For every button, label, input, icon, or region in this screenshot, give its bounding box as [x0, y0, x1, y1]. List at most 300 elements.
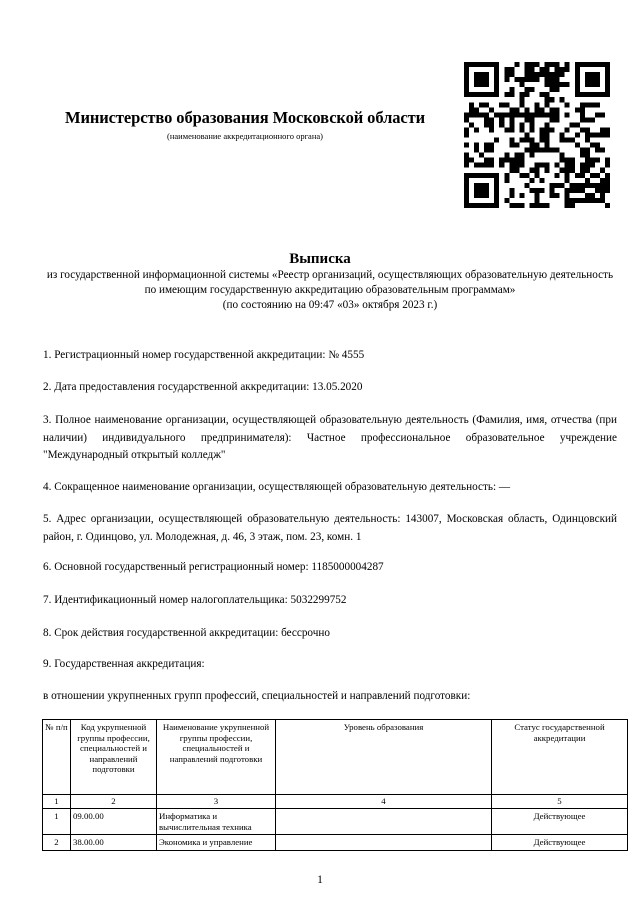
qr-module	[560, 67, 565, 72]
qr-module	[514, 163, 519, 168]
qr-module	[590, 102, 595, 107]
row-group-name: Экономика и управление	[157, 835, 276, 851]
qr-module	[464, 203, 469, 208]
header-education-level: Уровень образования	[276, 720, 492, 795]
qr-module	[605, 62, 610, 67]
qr-module	[600, 132, 605, 137]
qr-module	[484, 203, 489, 208]
qr-module	[565, 188, 570, 193]
qr-module	[509, 107, 514, 112]
qr-module	[600, 178, 605, 183]
qr-module	[565, 112, 570, 117]
qr-module	[464, 193, 469, 198]
qr-module	[464, 72, 469, 77]
qr-module	[550, 87, 555, 92]
qr-module	[494, 92, 499, 97]
qr-module	[595, 72, 600, 77]
qr-module	[590, 92, 595, 97]
qr-module	[509, 72, 514, 77]
qr-module	[570, 163, 575, 168]
qr-module	[575, 107, 580, 112]
qr-module	[469, 203, 474, 208]
qr-module	[519, 77, 524, 82]
qr-module	[590, 158, 595, 163]
qr-module	[514, 143, 519, 148]
qr-module	[529, 148, 534, 153]
qr-module	[479, 77, 484, 82]
qr-module	[494, 198, 499, 203]
qr-module	[565, 158, 570, 163]
qr-module	[570, 158, 575, 163]
qr-module	[545, 132, 550, 137]
qr-module	[469, 158, 474, 163]
qr-module	[534, 62, 539, 67]
qr-module	[504, 92, 509, 97]
qr-module	[545, 203, 550, 208]
qr-module	[464, 82, 469, 87]
qr-module	[474, 183, 479, 188]
qr-module	[514, 107, 519, 112]
row-status: Действующее	[492, 809, 628, 835]
qr-module	[464, 183, 469, 188]
qr-module	[595, 132, 600, 137]
qr-module	[514, 168, 519, 173]
qr-module	[555, 72, 560, 77]
qr-module	[474, 143, 479, 148]
qr-module	[509, 138, 514, 143]
qr-module	[590, 62, 595, 67]
qr-module	[519, 122, 524, 127]
qr-module	[474, 107, 479, 112]
qr-module	[605, 127, 610, 132]
qr-module	[540, 72, 545, 77]
qr-module	[565, 102, 570, 107]
table-row	[43, 835, 628, 851]
qr-module	[580, 92, 585, 97]
qr-module	[464, 92, 469, 97]
qr-module	[570, 198, 575, 203]
qr-module	[479, 163, 484, 168]
qr-module	[494, 112, 499, 117]
qr-module	[514, 62, 519, 67]
qr-module	[534, 107, 539, 112]
qr-module	[489, 163, 494, 168]
qr-module	[464, 67, 469, 72]
qr-module	[474, 203, 479, 208]
qr-module	[494, 77, 499, 82]
qr-module	[595, 148, 600, 153]
qr-module	[534, 173, 539, 178]
qr-module	[474, 163, 479, 168]
qr-module	[590, 193, 595, 198]
qr-module	[464, 153, 469, 158]
qr-module	[479, 188, 484, 193]
qr-module	[509, 122, 514, 127]
qr-module	[479, 112, 484, 117]
qr-module	[555, 82, 560, 87]
qr-module	[565, 203, 570, 208]
document-subtitle-text: из государственной информационной системы «Реестр организаций, осуществляющих образовательную деятельность по имеющим государственную аккредитацию образовательным программам»	[46, 269, 614, 296]
qr-module	[600, 62, 605, 67]
qr-module	[479, 92, 484, 97]
qr-module	[484, 188, 489, 193]
qr-module	[484, 173, 489, 178]
qr-module	[529, 77, 534, 82]
qr-module	[524, 67, 529, 72]
qr-module	[534, 168, 539, 173]
row-number: 2	[43, 835, 71, 851]
qr-module	[575, 173, 580, 178]
qr-module	[565, 127, 570, 132]
qr-module	[555, 117, 560, 122]
qr-module	[524, 138, 529, 143]
qr-module	[484, 62, 489, 67]
qr-module	[519, 163, 524, 168]
item-validity: 8. Срок действия государственной аккредитации: бессрочно	[43, 627, 330, 639]
qr-module	[519, 193, 524, 198]
qr-module	[474, 112, 479, 117]
qr-module	[494, 62, 499, 67]
qr-module	[545, 67, 550, 72]
qr-module	[545, 97, 550, 102]
qr-module	[524, 87, 529, 92]
qr-module	[565, 62, 570, 67]
index-cell: 5	[492, 795, 628, 809]
qr-module	[484, 183, 489, 188]
qr-module	[524, 117, 529, 122]
qr-module	[504, 198, 509, 203]
qr-module	[534, 143, 539, 148]
item-short-name: 4. Сокращенное наименование организации, осуществляющей образовательную деятельность: —	[43, 481, 511, 493]
qr-module	[484, 163, 489, 168]
qr-module	[555, 62, 560, 67]
qr-module	[529, 168, 534, 173]
qr-module	[494, 173, 499, 178]
qr-module	[534, 112, 539, 117]
qr-module	[565, 198, 570, 203]
qr-module	[550, 127, 555, 132]
qr-module	[504, 102, 509, 107]
index-cell: 1	[43, 795, 71, 809]
qr-module	[605, 188, 610, 193]
qr-module	[524, 183, 529, 188]
qr-module	[474, 193, 479, 198]
qr-module	[464, 158, 469, 163]
qr-module	[565, 168, 570, 173]
qr-module	[585, 72, 590, 77]
qr-module	[474, 148, 479, 153]
qr-module	[499, 122, 504, 127]
qr-module	[474, 188, 479, 193]
qr-module	[529, 122, 534, 127]
qr-module	[590, 82, 595, 87]
qr-module	[590, 198, 595, 203]
qr-module	[585, 153, 590, 158]
qr-module	[550, 193, 555, 198]
qr-module	[499, 102, 504, 107]
qr-module	[575, 183, 580, 188]
qr-module	[494, 72, 499, 77]
qr-module	[464, 188, 469, 193]
qr-module	[605, 72, 610, 77]
qr-module	[595, 112, 600, 117]
qr-module	[580, 198, 585, 203]
qr-module	[555, 77, 560, 82]
qr-module	[479, 173, 484, 178]
qr-module	[499, 163, 504, 168]
qr-module	[600, 168, 605, 173]
qr-module	[529, 138, 534, 143]
accreditation-table-wrapper	[42, 719, 627, 851]
qr-module	[464, 77, 469, 82]
qr-module	[565, 163, 570, 168]
qr-module	[494, 87, 499, 92]
qr-module	[590, 143, 595, 148]
row-code: 38.00.00	[71, 835, 157, 851]
qr-module	[580, 188, 585, 193]
qr-module	[540, 107, 545, 112]
page-number: 1	[317, 874, 323, 886]
qr-module	[605, 77, 610, 82]
qr-module	[555, 183, 560, 188]
qr-module	[484, 143, 489, 148]
qr-module	[585, 138, 590, 143]
qr-module	[529, 178, 534, 183]
qr-module	[534, 72, 539, 77]
qr-module	[509, 143, 514, 148]
qr-module	[489, 117, 494, 122]
qr-module	[575, 143, 580, 148]
qr-module	[529, 87, 534, 92]
qr-module	[524, 77, 529, 82]
qr-module	[580, 102, 585, 107]
qr-module	[580, 173, 585, 178]
qr-module	[595, 188, 600, 193]
qr-module	[575, 72, 580, 77]
qr-module	[489, 62, 494, 67]
qr-module	[534, 163, 539, 168]
qr-module	[590, 183, 595, 188]
qr-module	[595, 158, 600, 163]
qr-module	[595, 82, 600, 87]
qr-module	[504, 173, 509, 178]
qr-module	[580, 127, 585, 132]
qr-module	[545, 77, 550, 82]
item-accreditation-heading: 9. Государственная аккредитация:	[43, 658, 205, 670]
qr-module	[580, 117, 585, 122]
qr-module	[550, 97, 555, 102]
qr-module	[489, 92, 494, 97]
qr-module	[590, 72, 595, 77]
qr-module	[555, 67, 560, 72]
document-as-of: (по состоянию на 09:47 «03» октября 2023 г.)	[222, 299, 438, 311]
qr-module	[519, 158, 524, 163]
index-cell: 2	[71, 795, 157, 809]
qr-module	[605, 163, 610, 168]
qr-module	[575, 82, 580, 87]
qr-module	[550, 188, 555, 193]
qr-module	[545, 168, 550, 173]
qr-code-graphic	[464, 62, 610, 208]
qr-module	[484, 158, 489, 163]
row-number: 1	[43, 809, 71, 835]
qr-module	[519, 97, 524, 102]
qr-module	[494, 188, 499, 193]
qr-module	[464, 127, 469, 132]
qr-module	[550, 183, 555, 188]
qr-module	[600, 112, 605, 117]
qr-module	[575, 62, 580, 67]
qr-code-icon	[464, 62, 610, 208]
qr-module	[464, 117, 469, 122]
qr-module	[489, 203, 494, 208]
qr-module	[464, 198, 469, 203]
qr-module	[565, 193, 570, 198]
qr-module	[474, 77, 479, 82]
qr-module	[540, 188, 545, 193]
qr-module	[479, 183, 484, 188]
qr-module	[575, 77, 580, 82]
qr-module	[529, 203, 534, 208]
qr-module	[514, 203, 519, 208]
qr-module	[519, 82, 524, 87]
qr-module	[580, 107, 585, 112]
qr-module	[494, 183, 499, 188]
qr-module	[545, 92, 550, 97]
qr-module	[605, 67, 610, 72]
qr-module	[580, 163, 585, 168]
qr-module	[474, 173, 479, 178]
qr-module	[565, 82, 570, 87]
index-cell: 3	[157, 795, 276, 809]
qr-module	[575, 67, 580, 72]
row-education-level	[276, 835, 492, 851]
qr-module	[484, 82, 489, 87]
document-title: Выписка	[289, 251, 351, 267]
qr-module	[540, 163, 545, 168]
qr-module	[595, 62, 600, 67]
qr-module	[585, 127, 590, 132]
qr-module	[504, 127, 509, 132]
qr-module	[565, 178, 570, 183]
qr-module	[600, 92, 605, 97]
qr-module	[570, 203, 575, 208]
qr-module	[590, 77, 595, 82]
qr-module	[464, 112, 469, 117]
qr-module	[565, 67, 570, 72]
qr-module	[489, 107, 494, 112]
qr-module	[519, 127, 524, 132]
qr-module	[509, 67, 514, 72]
qr-module	[560, 183, 565, 188]
qr-module	[585, 168, 590, 173]
qr-module	[484, 117, 489, 122]
qr-module	[605, 82, 610, 87]
qr-module	[605, 183, 610, 188]
qr-module	[484, 92, 489, 97]
qr-module	[469, 122, 474, 127]
accreditation-body-caption: (наименование аккредитационного органа)	[167, 131, 323, 141]
qr-module	[474, 127, 479, 132]
qr-module	[469, 112, 474, 117]
qr-module	[575, 198, 580, 203]
qr-module	[504, 112, 509, 117]
qr-module	[504, 178, 509, 183]
qr-module	[474, 82, 479, 87]
qr-module	[605, 87, 610, 92]
qr-module	[524, 112, 529, 117]
qr-module	[534, 77, 539, 82]
qr-module	[509, 112, 514, 117]
qr-module	[550, 72, 555, 77]
qr-module	[580, 183, 585, 188]
qr-module	[529, 117, 534, 122]
qr-module	[494, 178, 499, 183]
qr-module	[605, 173, 610, 178]
qr-module	[585, 183, 590, 188]
qr-module	[489, 173, 494, 178]
qr-module	[519, 92, 524, 97]
qr-module	[605, 203, 610, 208]
qr-module	[560, 153, 565, 158]
item-inn: 7. Идентификационный номер налогоплательщика: 5032299752	[43, 594, 347, 606]
qr-module	[550, 107, 555, 112]
qr-module	[519, 153, 524, 158]
qr-module	[484, 122, 489, 127]
accreditation-body-name: Министерство образования Московской области	[64, 108, 426, 127]
qr-module	[529, 72, 534, 77]
qr-module	[469, 62, 474, 67]
qr-module	[580, 153, 585, 158]
qr-module	[560, 132, 565, 137]
qr-module	[534, 188, 539, 193]
qr-module	[575, 92, 580, 97]
qr-module	[479, 193, 484, 198]
qr-module	[595, 102, 600, 107]
qr-module	[570, 168, 575, 173]
qr-module	[489, 158, 494, 163]
qr-module	[545, 127, 550, 132]
qr-module	[590, 117, 595, 122]
qr-module	[524, 62, 529, 67]
qr-module	[479, 203, 484, 208]
header-code: Код укрупненной группы профессии, специальностей и направлений подготовки	[71, 720, 157, 795]
accreditation-table	[42, 719, 628, 851]
qr-module	[494, 203, 499, 208]
qr-module	[529, 62, 534, 67]
qr-module	[555, 112, 560, 117]
qr-module	[570, 188, 575, 193]
qr-module	[524, 92, 529, 97]
qr-module	[499, 112, 504, 117]
qr-module	[509, 127, 514, 132]
qr-module	[519, 203, 524, 208]
document-subtitle	[45, 268, 615, 313]
qr-module	[484, 193, 489, 198]
qr-module	[545, 122, 550, 127]
qr-module	[555, 87, 560, 92]
qr-module	[529, 153, 534, 158]
qr-module	[469, 107, 474, 112]
qr-module	[504, 72, 509, 77]
qr-module	[545, 72, 550, 77]
qr-module	[489, 127, 494, 132]
qr-module	[474, 72, 479, 77]
qr-module	[484, 102, 489, 107]
qr-module	[570, 138, 575, 143]
qr-module	[560, 158, 565, 163]
header-status: Статус государственной аккредитации	[492, 720, 628, 795]
